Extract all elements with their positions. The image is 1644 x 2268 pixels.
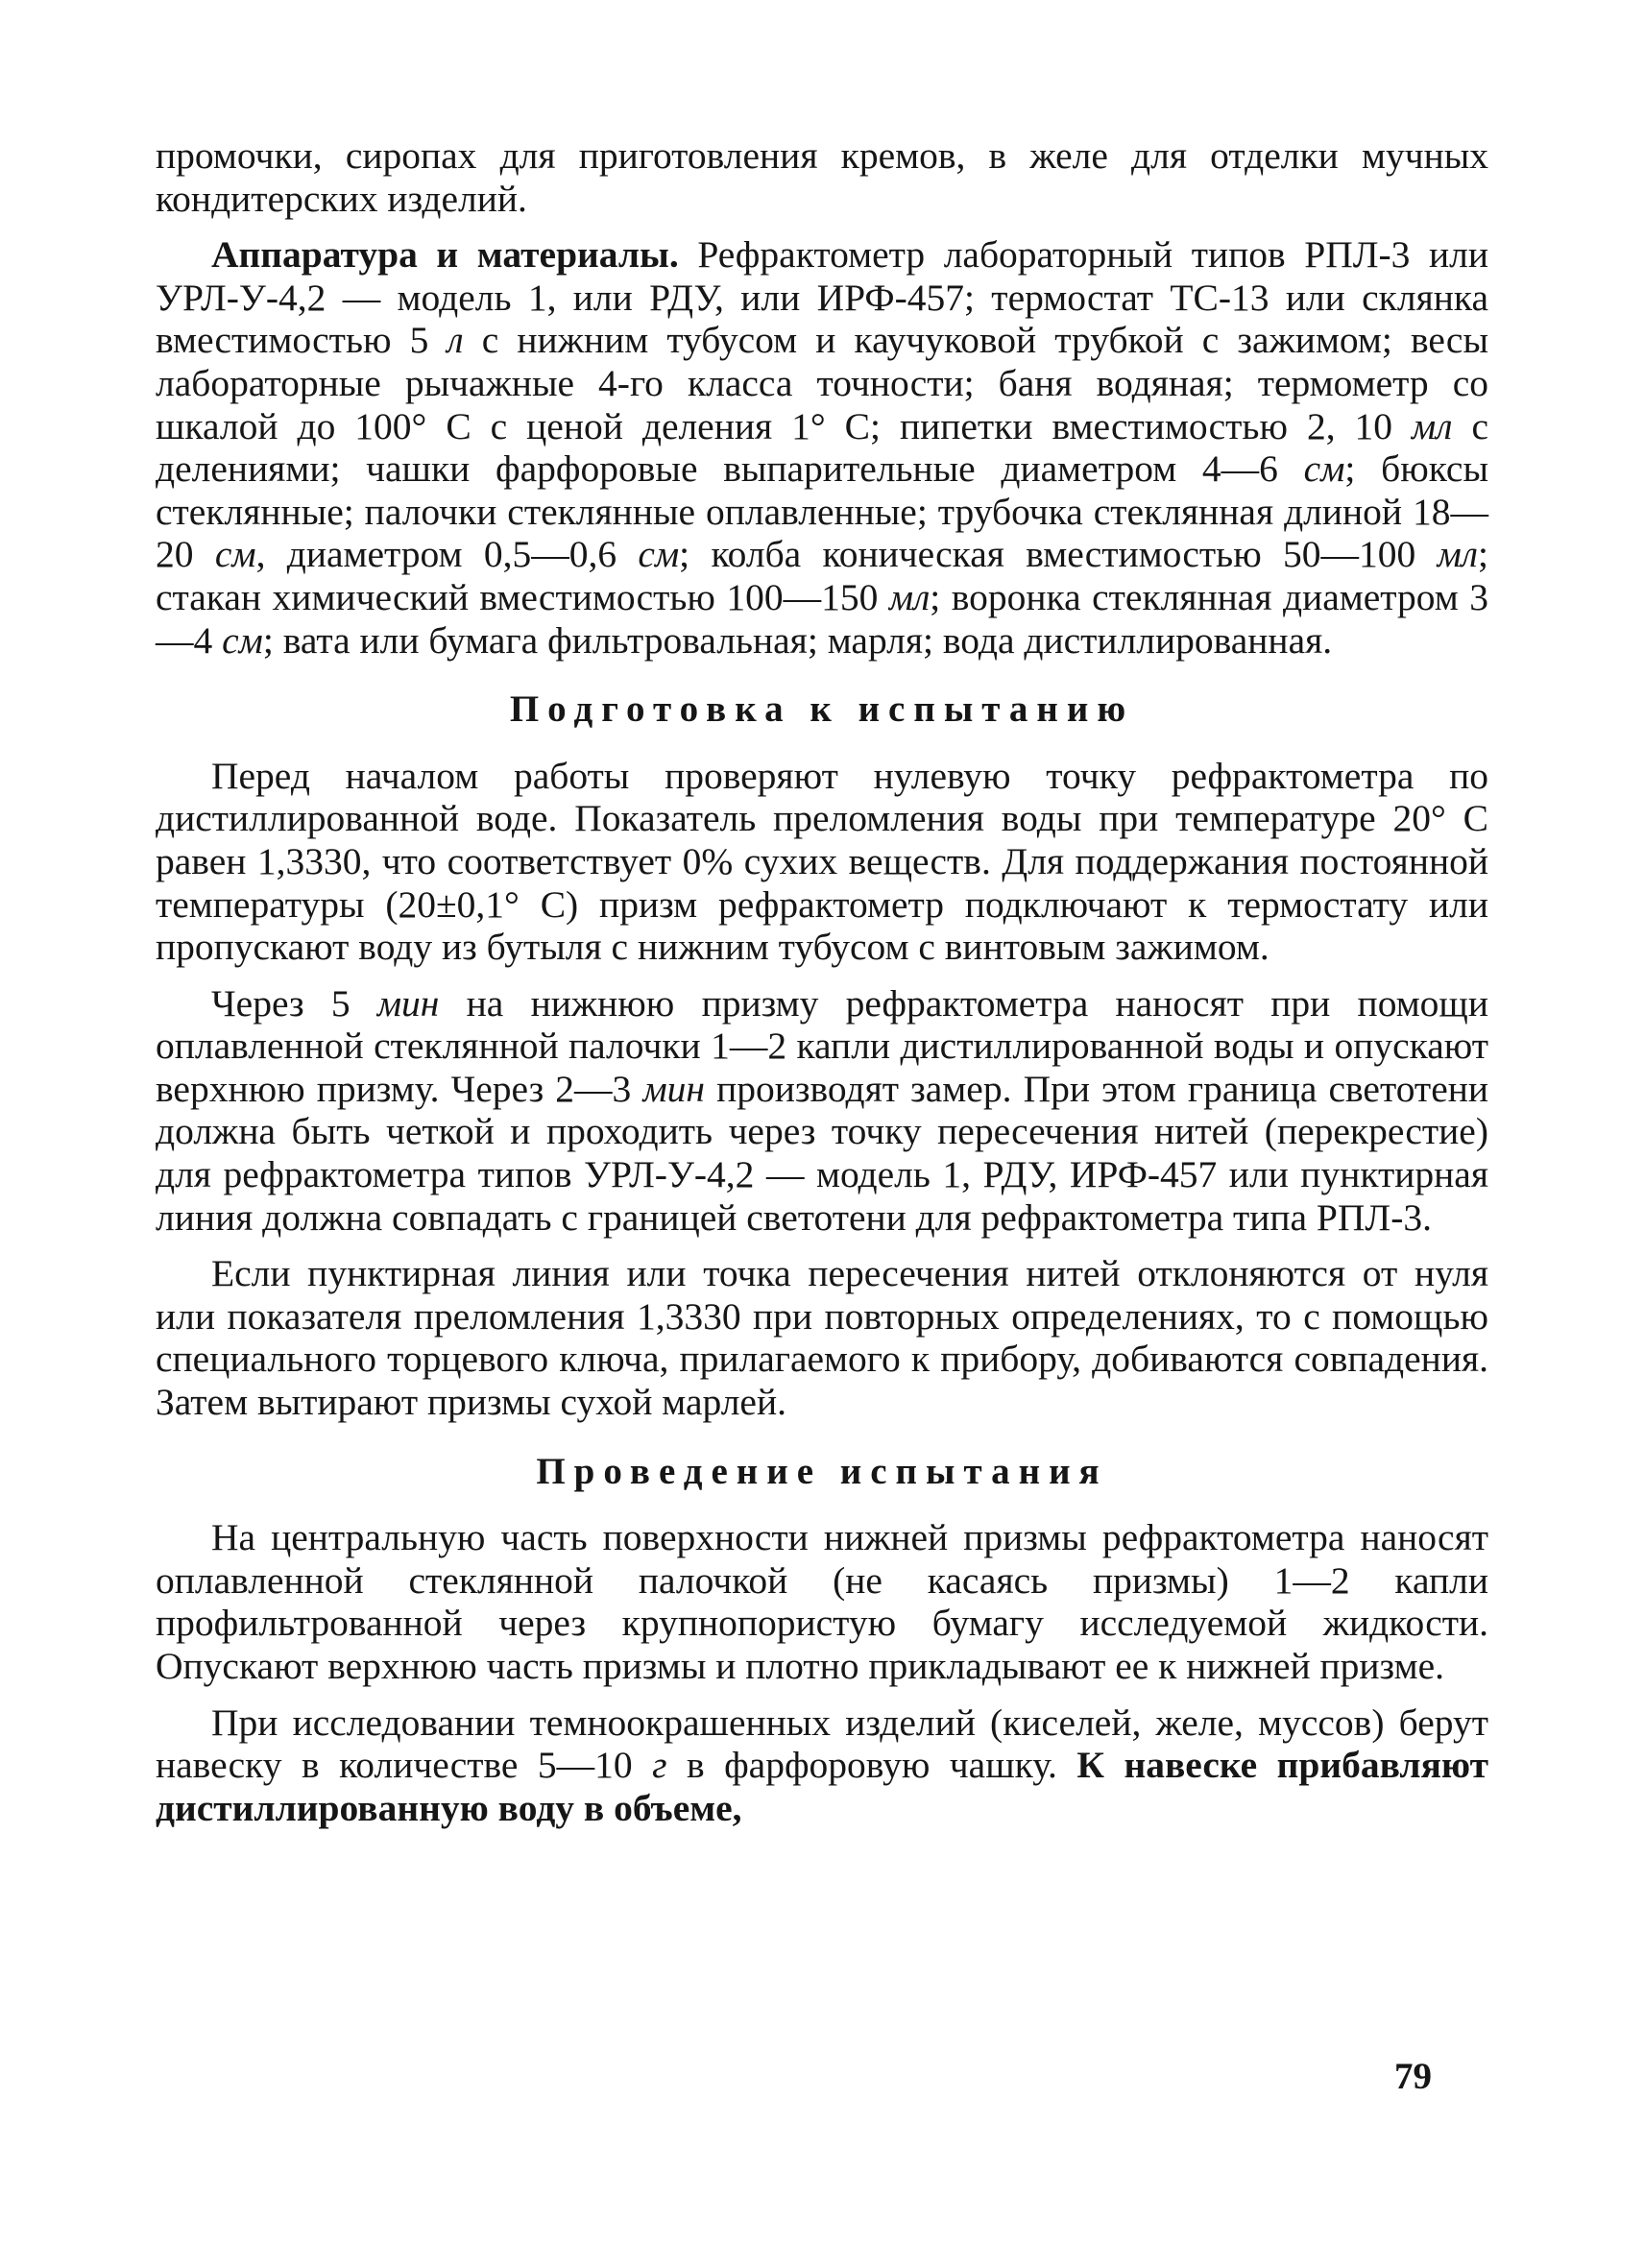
page-number: 79 (1394, 2056, 1432, 2097)
testing-p2-unit-1: г (652, 1744, 667, 1787)
testing-p2-bold: К навеске прибавляют дистиллированную воду в объеме, (156, 1744, 1489, 1829)
preparation-p2-unit-1: мин (376, 981, 440, 1025)
apparatus-unit-6: мл (1437, 533, 1479, 576)
intro-text: промочки, сиропах для приготовления кремов, в желе для отделки мучных кондитерских изделий. (156, 134, 1488, 220)
apparatus-paragraph (156, 233, 1488, 662)
section-heading-testing: Проведение испытания (536, 1450, 1108, 1492)
testing-p2-text-2: в фарфоровую чашку. (666, 1744, 1077, 1787)
apparatus-unit-2: мл (1412, 404, 1453, 447)
testing-paragraph-1: На центральную часть поверхности нижней призмы рефрактометра наносят оплавленной стеклянной палочкой (не касаясь призмы) 1—2 капли профильтрованной через крупнопористую бумагу исследуемой жидкости. Опускают верхнюю часть призмы и плотно прикладывают ее к нижней призме. (156, 1516, 1488, 1687)
section-heading-preparation: Подготовка к испытанию (509, 688, 1135, 731)
apparatus-text-5: , диаметром 0,5—0,6 (255, 533, 639, 576)
document-page (156, 134, 1488, 1829)
apparatus-text-4: ; бюксы стеклянные; палочки стеклянные оплавленные; трубочка стеклянная длиной 18—20 (156, 447, 1488, 576)
apparatus-text-3: с делениями; чашки фарфоровые выпарительные диаметром 4—6 (156, 404, 1488, 491)
apparatus-text-1: Рефрактометр лабораторный типов РПЛ-3 или УРЛ-У-4,2 — модель 1, или РДУ, или ИРФ-457; термостат ТС-13 или склянка вместимостью 5 (156, 233, 1488, 362)
testing-p2-text-1: При исследовании темноокрашенных изделий (киселей, желе, муссов) берут навеску в количестве 5—10 (156, 1701, 1488, 1787)
preparation-paragraph-3: Если пунктирная линия или точка пересечения нитей отклоняются от нуля или показателя преломления 1,3330 при повторных определениях, то с помощью специального торцевого ключа, прилагаемого к прибору, добиваются совпадения. Затем вытирают призмы сухой марлей. (156, 1252, 1488, 1424)
apparatus-text-7: ; стакан химический вместимостью 100—150 (156, 533, 1488, 618)
preparation-paragraph-1: Перед началом работы проверяют нулевую точку рефрактометра по дистиллированной воде. Показатель преломления воды при температуре 20° С равен 1,3330, что соответствует 0% сухих веществ. Для поддержания постоянной температуры (20±0,1° С) призм рефрактометр подключают к термостату или пропускают воду из бутыля с нижним тубусом с винтовым зажимом. (156, 754, 1488, 969)
apparatus-lead: Аппаратура и материалы. (211, 233, 679, 277)
apparatus-unit-3: см (1303, 447, 1345, 491)
apparatus-unit-8: см (222, 618, 263, 662)
preparation-paragraph-2 (156, 982, 1488, 1240)
preparation-p2-unit-2: мин (642, 1067, 705, 1110)
apparatus-unit-5: см (638, 533, 680, 576)
apparatus-text-8: ; воронка стеклянная диаметром 3—4 (156, 575, 1488, 662)
apparatus-text-2: с нижним тубусом и каучуковой трубкой с зажимом; весы лабораторные рычажные 4-го класса точности; баня водяная; термометр со шкалой до 100° С с ценой деления 1° С; пипетки вместимостью 2, 10 (156, 319, 1489, 447)
apparatus-text-9: ; вата или бумага фильтровальная; марля; вода дистиллированная. (262, 618, 1333, 662)
apparatus-unit-7: мл (888, 575, 931, 618)
preparation-p2-text-3: производят замер. При этом граница светотени должна быть четкой и проходить через точку пересечения нитей (перекрестие) для рефрактометра типов УРЛ-У-4,2 — модель 1, РДУ, ИРФ-457 или пунктирная линия должна совпадать с границей светотени для рефрактометра типа РПЛ-3. (156, 1067, 1489, 1239)
apparatus-unit-1: л (447, 319, 464, 362)
intro-paragraph (156, 134, 1488, 220)
preparation-p2-text-2: на нижнюю призму рефрактометра наносят при помощи оплавленной стеклянной палочки 1—2 капли дистиллированной воды и опускают верхнюю призму. Через 2—3 (156, 981, 1488, 1110)
apparatus-text-6: ; колба коническая вместимостью 50—100 (679, 533, 1438, 576)
apparatus-unit-4: см (214, 533, 256, 576)
testing-paragraph-2 (156, 1701, 1488, 1830)
preparation-p2-text-1: Через 5 (211, 981, 377, 1025)
